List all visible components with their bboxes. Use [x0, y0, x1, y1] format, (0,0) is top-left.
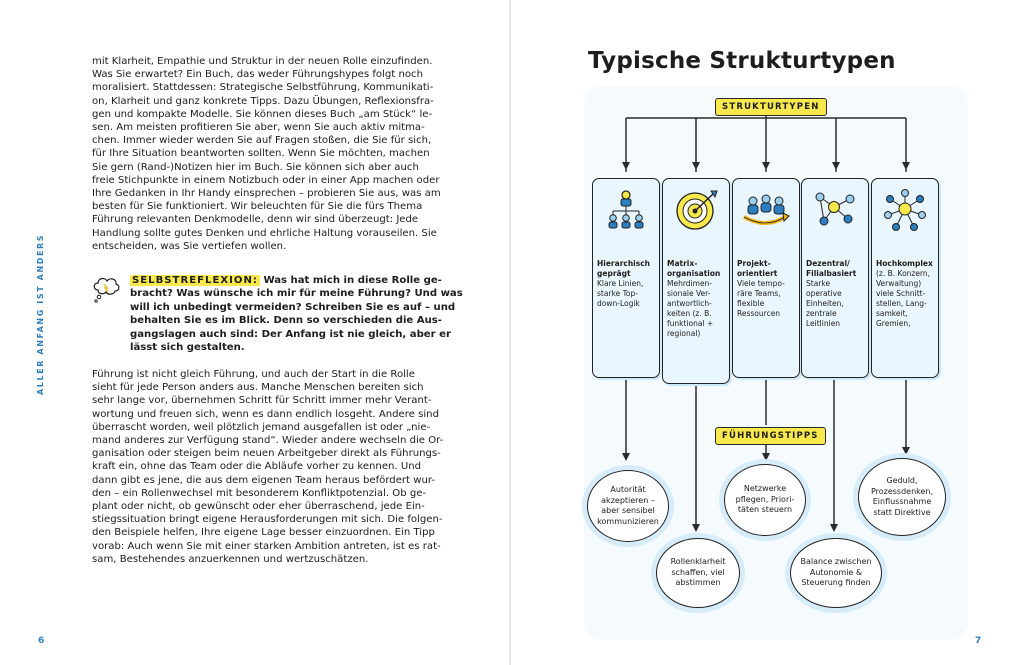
tip-bubble-3 — [724, 464, 806, 536]
text-line: wortung und freuen sich, wenn es dann endlich losgeht. Andere sind — [92, 408, 439, 420]
tip-bubble-1 — [587, 470, 669, 542]
text-line: den Beispiele helfen, Ihre eigene Lage besser einzuordnen. Ein Tipp — [92, 527, 435, 539]
card-hierarchisch — [592, 178, 660, 378]
reflexion-line: bracht? Was wünsche ich mir für meine Führung? Und was — [130, 288, 463, 300]
reflexion-line: will ich unbedingt vermeiden? Schreiben Sie es auf – und — [130, 301, 456, 313]
reflexion-line: Was hat mich in diese Rolle ge- — [259, 275, 442, 286]
card-dezentral — [801, 178, 869, 378]
page-number-right: 7 — [975, 636, 982, 646]
tip-bubble-5 — [858, 458, 946, 536]
text-line: moralisiert. Stattdessen: Strategische Selbstführung, Kommunikati- — [92, 82, 434, 94]
target-icon — [671, 187, 721, 233]
tip-bubble-4 — [790, 538, 882, 608]
card-text: Viele tempo-räre Teams, flexible Ressourcen — [737, 279, 785, 318]
network-nodes-icon — [810, 187, 860, 233]
text-line: Ihre Gedanken in Ihr Handy einsprechen – probieren Sie aus, was am — [92, 188, 441, 200]
card-text: Klare Linien, starke Top-down-Logik — [597, 279, 644, 308]
text-line: freie Stichpunkte in einem Notizbuch oder in einer App machen oder — [92, 174, 440, 186]
leadership-tips-label: FÜHRUNGSTIPPS — [715, 427, 826, 445]
card-text: Mehrdimen-sionale Ver-antwortlich-keiten (z. B. funktional + regional) — [667, 279, 714, 338]
text-line: für Ihre Situation beantworten sollten. Wenn Sie möchten, machen — [92, 148, 430, 160]
reflexion-line: gangslagen auch sind: Der Anfang ist nie gleich, aber er — [130, 328, 451, 340]
text-line: sieht für jede Person anders aus. Manche Menschen bereiten sich — [92, 382, 424, 394]
card-text: Starke operative Einheiten, zentrale Leitlinien — [806, 279, 844, 328]
text-line: sehr lange vor, übernehmen Schritt für Schritt immer mehr Verant- — [92, 395, 432, 407]
text-line: überrascht worden, weil plötzlich jemand ausgefallen ist oder „nie- — [92, 421, 431, 433]
tip-text: Netzwerke pflegen, Priori-täten steuern — [735, 484, 795, 515]
team-arrow-icon — [741, 187, 791, 233]
reflexion-line: behalten Sie es im Blick. Denn so verschieden die Aus- — [130, 315, 442, 327]
card-title: Hochkomplex — [876, 259, 933, 268]
tip-text: Geduld, Prozessdenken, Einflussnahme statt Direktive — [870, 476, 934, 517]
chapter-side-label: ALLER ANFANG IST ANDERS — [36, 233, 45, 395]
page-number-left: 6 — [38, 636, 45, 646]
tip-bubble-2 — [656, 538, 740, 608]
text-line: Führung ist nicht gleich Führung, und auch der Start in die Rolle — [92, 369, 415, 380]
text-line: mand anderes zur Verfügung stand“. Wieder andere wechseln die Or- — [92, 435, 444, 447]
text-line: mit Klarheit, Empathie und Struktur in der neuen Rolle einzufinden. — [92, 56, 433, 67]
text-line: Handlung sollte gutes Denken und ehrliche Haltung vorauseilen. Sie — [92, 227, 437, 239]
org-chart-icon — [601, 187, 651, 233]
card-matrix — [662, 178, 730, 384]
self-reflection-tag: SELBSTREFLEXION: — [132, 275, 258, 286]
text-line: plant oder nicht, ob gewünscht oder eher überraschend, jede Ein- — [92, 501, 425, 513]
text-line: den – ein Rollenwechsel mit besonderem Konfliktpotenzial. Ob ge- — [92, 487, 427, 499]
tip-text: Rollenklarheit schaffen, viel abstimmen — [670, 557, 726, 588]
card-title: Matrix-organisation — [667, 259, 721, 278]
card-text: (z. B. Konzern, Verwaltung) viele Schnitt-stellen, Lang-samkeit, Gremien, — [876, 269, 931, 328]
text-line: ganisation oder steigen beim neuen Arbeitgeber direkt als Führungs- — [92, 448, 441, 460]
text-line: stiegssituation bringt eigene Herausforderungen mit sich. Die folgen- — [92, 514, 443, 526]
text-line: besten für Sie funktioniert. Wir beleuchten für Sie die fürs Thema — [92, 201, 423, 213]
structure-types-label: STRUKTURTYPEN — [715, 98, 827, 116]
text-line: vorab: Auch wenn Sie mit einer starken Ambition antreten, ist es rat- — [92, 540, 441, 552]
card-hochkomplex — [871, 178, 939, 378]
reflexion-line: lässt sich gestalten. — [130, 342, 245, 354]
text-line: Was Sie erwartet? Ein Buch, das weder Führungshypes folgt noch — [92, 69, 423, 81]
card-title: Hierarchisch geprägt — [597, 259, 650, 278]
text-line: gen und kompakte Modelle. Sie können dieses Buch „am Stück“ le- — [92, 108, 433, 120]
text-line: dann gibt es jene, die aus dem eigenen Team heraus befördert wur- — [92, 474, 436, 486]
page-title: Typische Strukturtypen — [588, 48, 896, 74]
text-line: entscheiden, was Sie vertiefen wollen. — [92, 240, 287, 252]
text-line: kraft ein, ohne das Team oder die Abläufe vorher zu kennen. Und — [92, 461, 422, 473]
text-line: chen. Immer wieder werden Sie auf Fragen stoßen, die Sie für sich, — [92, 135, 432, 147]
text-line: on, Klarheit und ganz konkrete Tipps. Dazu Übungen, Reflexionsfra- — [92, 95, 434, 107]
text-line: sen. Am meisten profitieren Sie aber, wenn Sie auch aktiv mitma- — [92, 122, 425, 134]
text-line: Führung relevanten Denkmodelle, denn wir sind überzeugt: Jede — [92, 214, 419, 226]
tip-text: Autorität akzeptieren – aber sensibel kommunizieren — [597, 485, 659, 526]
card-title: Dezentral/ Filialbasiert — [806, 259, 857, 278]
text-line: Sie gern (Rand-)Notizen hier im Buch. Sie können sich aber auch — [92, 161, 419, 173]
hub-network-icon — [880, 187, 930, 233]
card-title: Projekt-orientiert — [737, 259, 778, 278]
tip-text: Balance zwischen Autonomie & Steuerung finden — [800, 557, 872, 588]
text-line: sam, Bestehendes anzuerkennen und wertzuschätzen. — [92, 553, 369, 565]
card-projekt — [732, 178, 800, 378]
